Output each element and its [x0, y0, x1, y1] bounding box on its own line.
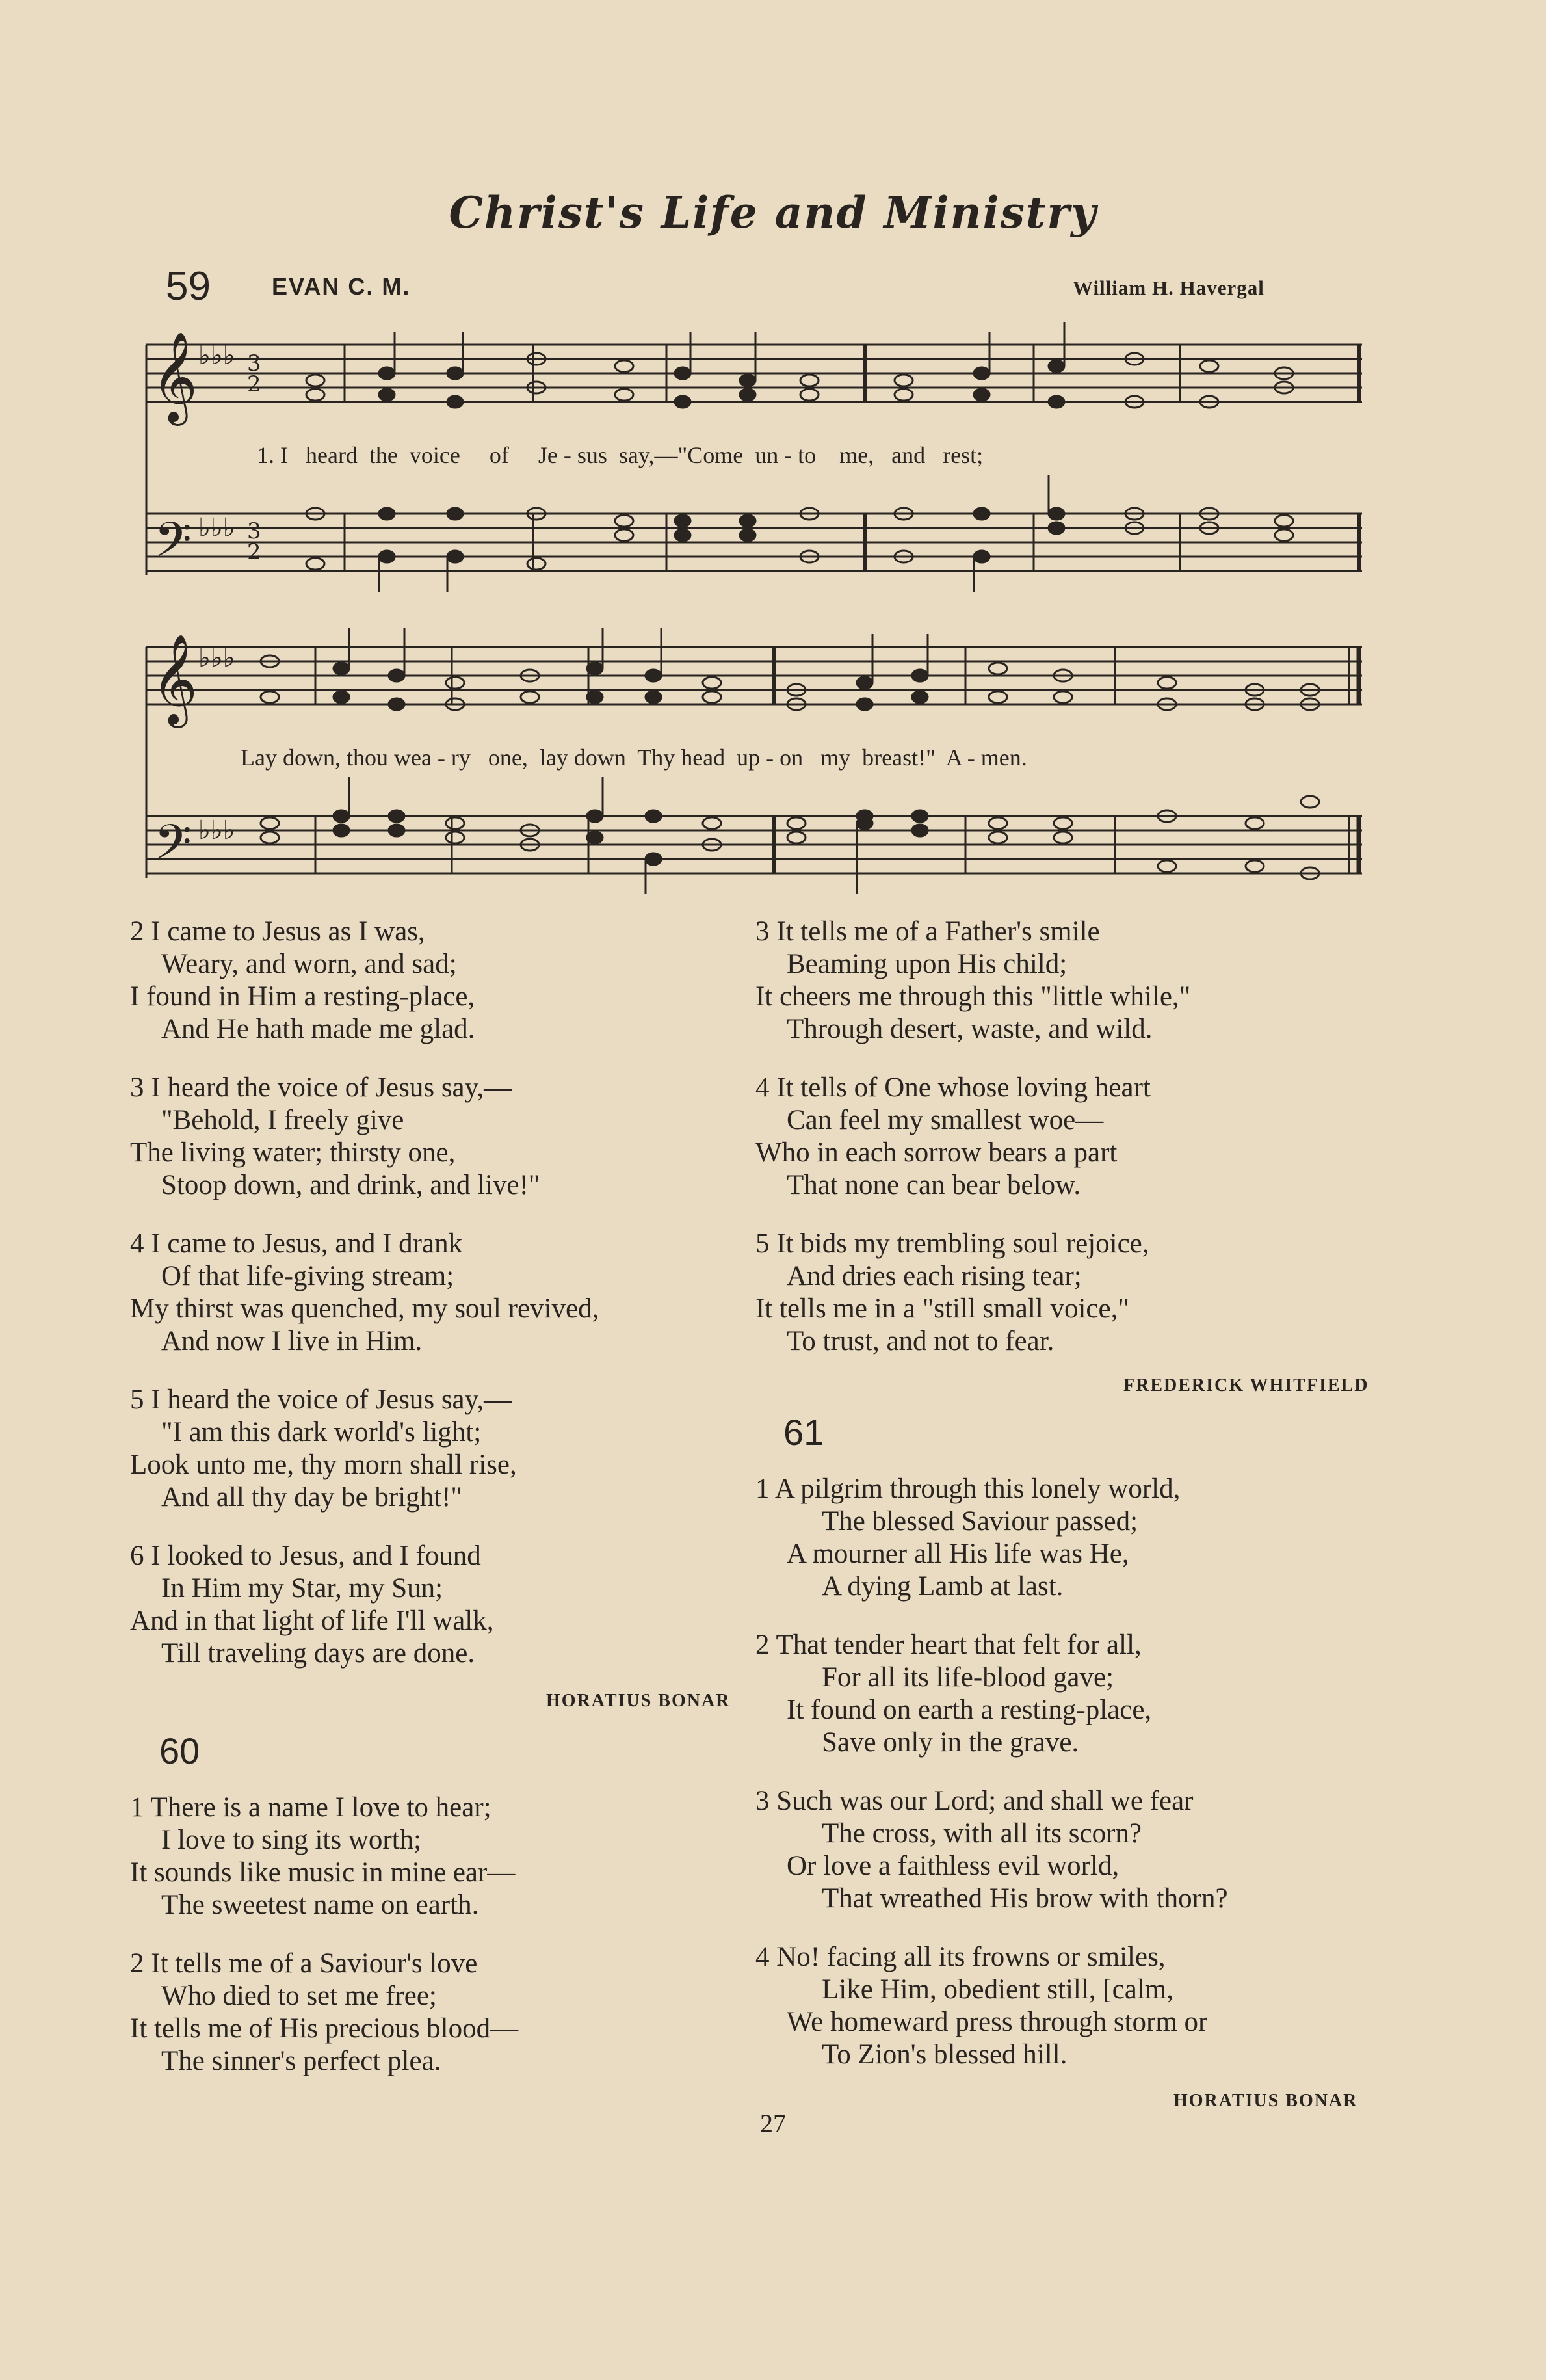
tune-name: EVAN C. M.	[272, 273, 411, 300]
svg-text:2: 2	[247, 539, 261, 565]
stanza-2: 2 I came to Jesus as I was, Weary, and worn, and sad; I found in Him a resting-place, And He hath made me glad.	[130, 916, 475, 1044]
hymn60-stanzas-right	[755, 916, 1380, 1358]
section-title: Christ's Life and Ministry	[449, 187, 1097, 238]
hymn-number-60: 60	[159, 1730, 200, 1771]
hymn59-author: HORATIUS BONAR	[546, 1691, 731, 1711]
composer: William H. Havergal	[1073, 276, 1264, 299]
svg-text:𝄞: 𝄞	[151, 332, 198, 422]
svg-text:𝄢: 𝄢	[154, 512, 192, 580]
svg-text:𝄞: 𝄞	[151, 634, 198, 724]
stanza-2: 2 It tells me of a Saviour's love Who died to set me free; It tells me of His precious blood— The sinner's perfect plea.	[130, 1948, 519, 2076]
stanza-4: 4 It tells of One whose loving heart Can feel my smallest woe— Who in each sorrow bears a part That none can bear below.	[755, 1072, 1151, 1200]
lyrics-line-1: 1. I heard the voice of Je - sus say,—"Come un - to me, and rest;	[257, 442, 984, 468]
stanza-3: 3 It tells me of a Father's smile Beaming upon His child; It cheers me through this "little while," Through desert, waste, and wild.	[755, 916, 1191, 1044]
hymn59-stanzas	[130, 916, 741, 1670]
stanza-3: 3 I heard the voice of Jesus say,— "Behold, I freely give The living water; thirsty one, Stoop down, and drink, and live!"	[130, 1072, 540, 1200]
bass-clef-icon	[154, 512, 192, 580]
hymn-number-61: 61	[783, 1412, 824, 1453]
stanza-2: 2 That tender heart that felt for all, For all its life-blood gave; It found on earth a resting-place, Save only in the grave.	[755, 1630, 1152, 1758]
hymn61-author: HORATIUS BONAR	[1173, 2091, 1358, 2111]
svg-text:𝄢: 𝄢	[154, 814, 192, 882]
stanza-1: 1 A pilgrim through this lonely world, The blessed Saviour passed; A mourner all His life was He, A dying Lamb at last.	[755, 1474, 1181, 1602]
stanza-4: 4 I came to Jesus, and I drank Of that life-giving stream; My thirst was quenched, my soul revived, And now I live in Him.	[130, 1228, 599, 1356]
svg-text:3: 3	[247, 350, 261, 377]
svg-text:2: 2	[247, 371, 261, 397]
stanza-1: 1 There is a name I love to hear; I love to sing its worth; It sounds like music in mine ear— The sweetest name on earth.	[130, 1792, 516, 1920]
stanza-6: 6 I looked to Jesus, and I found In Him my Star, my Sun; And in that light of life I'll walk, Till traveling days are done.	[130, 1540, 494, 1669]
svg-text:♭♭♭: ♭♭♭	[198, 513, 235, 543]
stanza-4: 4 No! facing all its frowns or smiles, Like Him, obedient still, [calm, We homeward press through storm or To Zion's blessed hill.	[755, 1942, 1208, 2070]
stanza-5: 5 I heard the voice of Jesus say,— "I am this dark world's light; Look unto me, thy morn shall rise, And all thy day be bright!"	[130, 1384, 517, 1513]
bass-clef-icon	[154, 814, 192, 882]
music-system-1	[140, 319, 1365, 592]
lyrics-line-2: Lay down, thou wea - ry one, lay down Thy head up - on my breast!" A - men.	[241, 745, 1027, 771]
svg-text:♭♭♭: ♭♭♭	[198, 643, 235, 673]
svg-text:♭♭♭: ♭♭♭	[198, 341, 235, 371]
treble-clef-icon	[151, 634, 198, 728]
svg-text:♭♭♭: ♭♭♭	[198, 815, 235, 845]
hymn60-author: FREDERICK WHITFIELD	[1123, 1375, 1369, 1395]
stanza-5: 5 It bids my trembling soul rejoice, And dries each rising tear; It tells me in a "still small voice," To trust, and not to fear.	[755, 1228, 1149, 1356]
page-number: 27	[760, 2109, 786, 2138]
stanza-3: 3 Such was our Lord; and shall we fear The cross, with all its scorn? Or love a faithless evil world, That wreathed His brow with thorn?	[755, 1786, 1228, 1914]
hymn60-stanzas-left	[130, 1792, 741, 2078]
music-system-2	[140, 621, 1365, 894]
treble-clef-icon	[151, 332, 198, 426]
hymn-number-59: 59	[166, 264, 211, 309]
hymn61-stanzas	[755, 1473, 1380, 2071]
svg-text:3: 3	[247, 518, 261, 544]
